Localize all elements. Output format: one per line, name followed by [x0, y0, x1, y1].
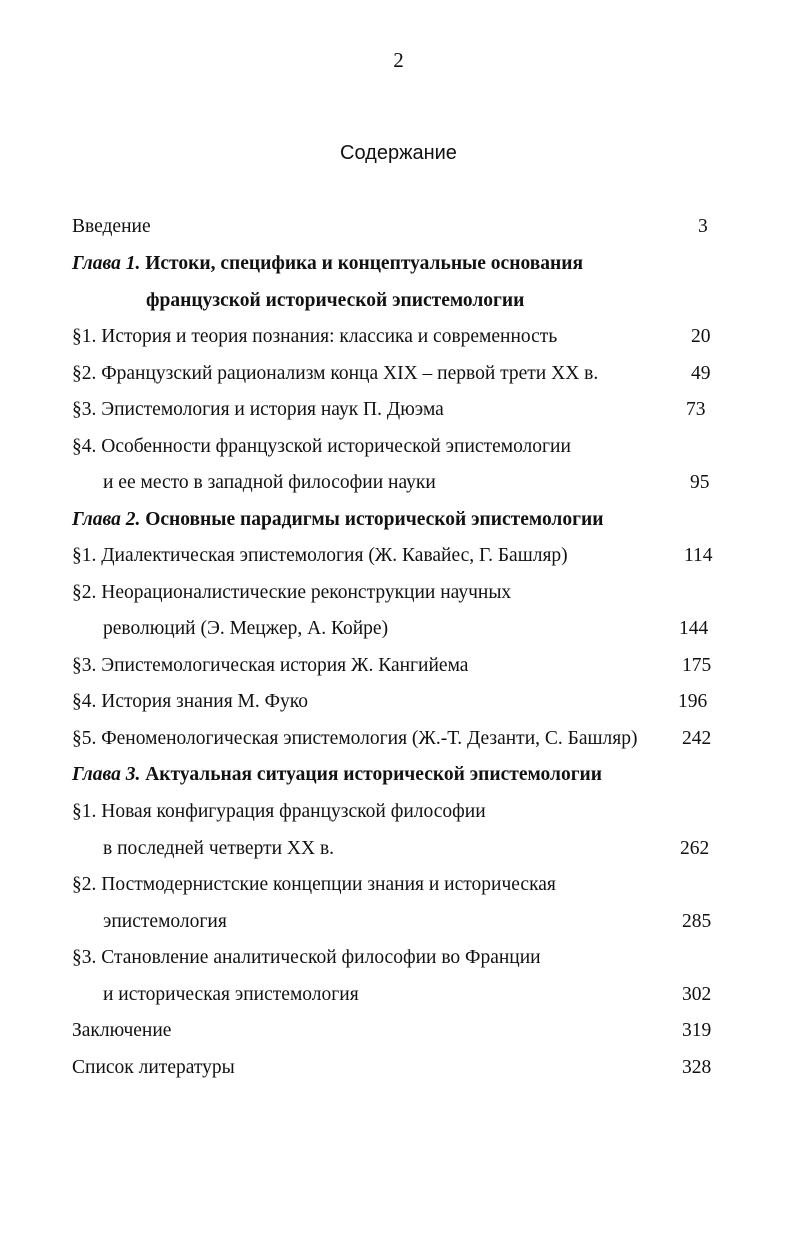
toc-page-ch2-s4: 196	[678, 691, 708, 712]
toc-page-ch2-s3: 175	[682, 655, 712, 676]
toc-entry-ch3-s1: §1. Новая конфигурация французской философии	[72, 801, 486, 822]
toc-page-ch1-s2: 49	[691, 363, 711, 384]
toc-page-ch3-s3: 302	[682, 984, 712, 1005]
toc-entry-ch3-s1-continued: в последней четверти XX в.	[103, 838, 335, 859]
toc-entry-ch2-s3: §3. Эпистемологическая история Ж. Кангийема	[72, 655, 469, 676]
toc-entry-ch2-s2-continued: революций (Э. Мецжер, А. Койре)	[103, 618, 389, 639]
toc-entry-ch2-s1: §1. Диалектическая эпистемология (Ж. Кавайес, Г. Башляр)	[72, 545, 568, 566]
toc-entry-conclusion: Заключение	[72, 1020, 172, 1041]
toc-page-intro: 3	[698, 216, 708, 237]
toc-entry-ch3-s2-continued: эпистемология	[103, 911, 227, 932]
toc-page-ch1-s4: 95	[690, 472, 710, 493]
toc-chapter-3-heading	[72, 762, 602, 788]
toc-page-conclusion: 319	[682, 1020, 712, 1041]
toc-page-ch1-s1: 20	[691, 326, 711, 347]
toc-entry-bibliography: Список литературы	[72, 1057, 235, 1078]
toc-entry-ch1-s3: §3. Эпистемология и история наук П. Дюэма	[72, 399, 444, 420]
chapter-1-title: Истоки, специфика и концептуальные основания	[145, 253, 584, 274]
page-number: 2	[393, 48, 404, 72]
chapter-1-label: Глава 1.	[72, 253, 141, 274]
toc-entry-ch2-s5: §5. Феноменологическая эпистемология (Ж.-Т. Дезанти, С. Башляр)	[72, 728, 638, 749]
toc-page-ch3-s1: 262	[680, 838, 710, 859]
toc-entry-ch1-s1: §1. История и теория познания: классика и современность	[72, 326, 558, 347]
chapter-3-label: Глава 3.	[72, 764, 141, 785]
toc-entry-ch2-s4: §4. История знания М. Фуко	[72, 691, 309, 712]
toc-page-ch2-s5: 242	[682, 728, 712, 749]
toc-entry-ch1-s4-continued: и ее место в западной философии науки	[103, 472, 436, 493]
chapter-2-title: Основные парадигмы исторической эпистемологии	[145, 509, 604, 530]
toc-entry-ch1-s4: §4. Особенности французской исторической эпистемологии	[72, 436, 571, 457]
chapter-1-title-continued: французской исторической эпистемологии	[146, 290, 525, 311]
page-title: Содержание	[340, 142, 457, 164]
chapter-2-label: Глава 2.	[72, 509, 141, 530]
toc-entry-ch3-s3-continued: и историческая эпистемология	[103, 984, 359, 1005]
toc-page-ch2-s1: 114	[684, 545, 713, 566]
toc-page-ch1-s3: 73	[686, 399, 706, 420]
toc-entry-ch3-s2: §2. Постмодернистские концепции знания и историческая	[72, 874, 556, 895]
toc-entry-ch1-s2: §2. Французский рационализм конца XIX – первой трети XX в.	[72, 363, 599, 384]
toc-entry-ch3-s3: §3. Становление аналитической философии во Франции	[72, 947, 541, 968]
toc-page-ch3-s2: 285	[682, 911, 712, 932]
toc-entry-intro: Введение	[72, 216, 151, 237]
toc-entry-ch2-s2: §2. Неорационалистические реконструкции научных	[72, 582, 512, 603]
toc-page-bibliography: 328	[682, 1057, 712, 1078]
toc-chapter-1-heading	[72, 251, 583, 277]
toc-page-ch2-s2: 144	[679, 618, 709, 639]
toc-chapter-2-heading	[72, 507, 603, 533]
chapter-3-title: Актуальная ситуация исторической эпистемологии	[145, 764, 603, 785]
